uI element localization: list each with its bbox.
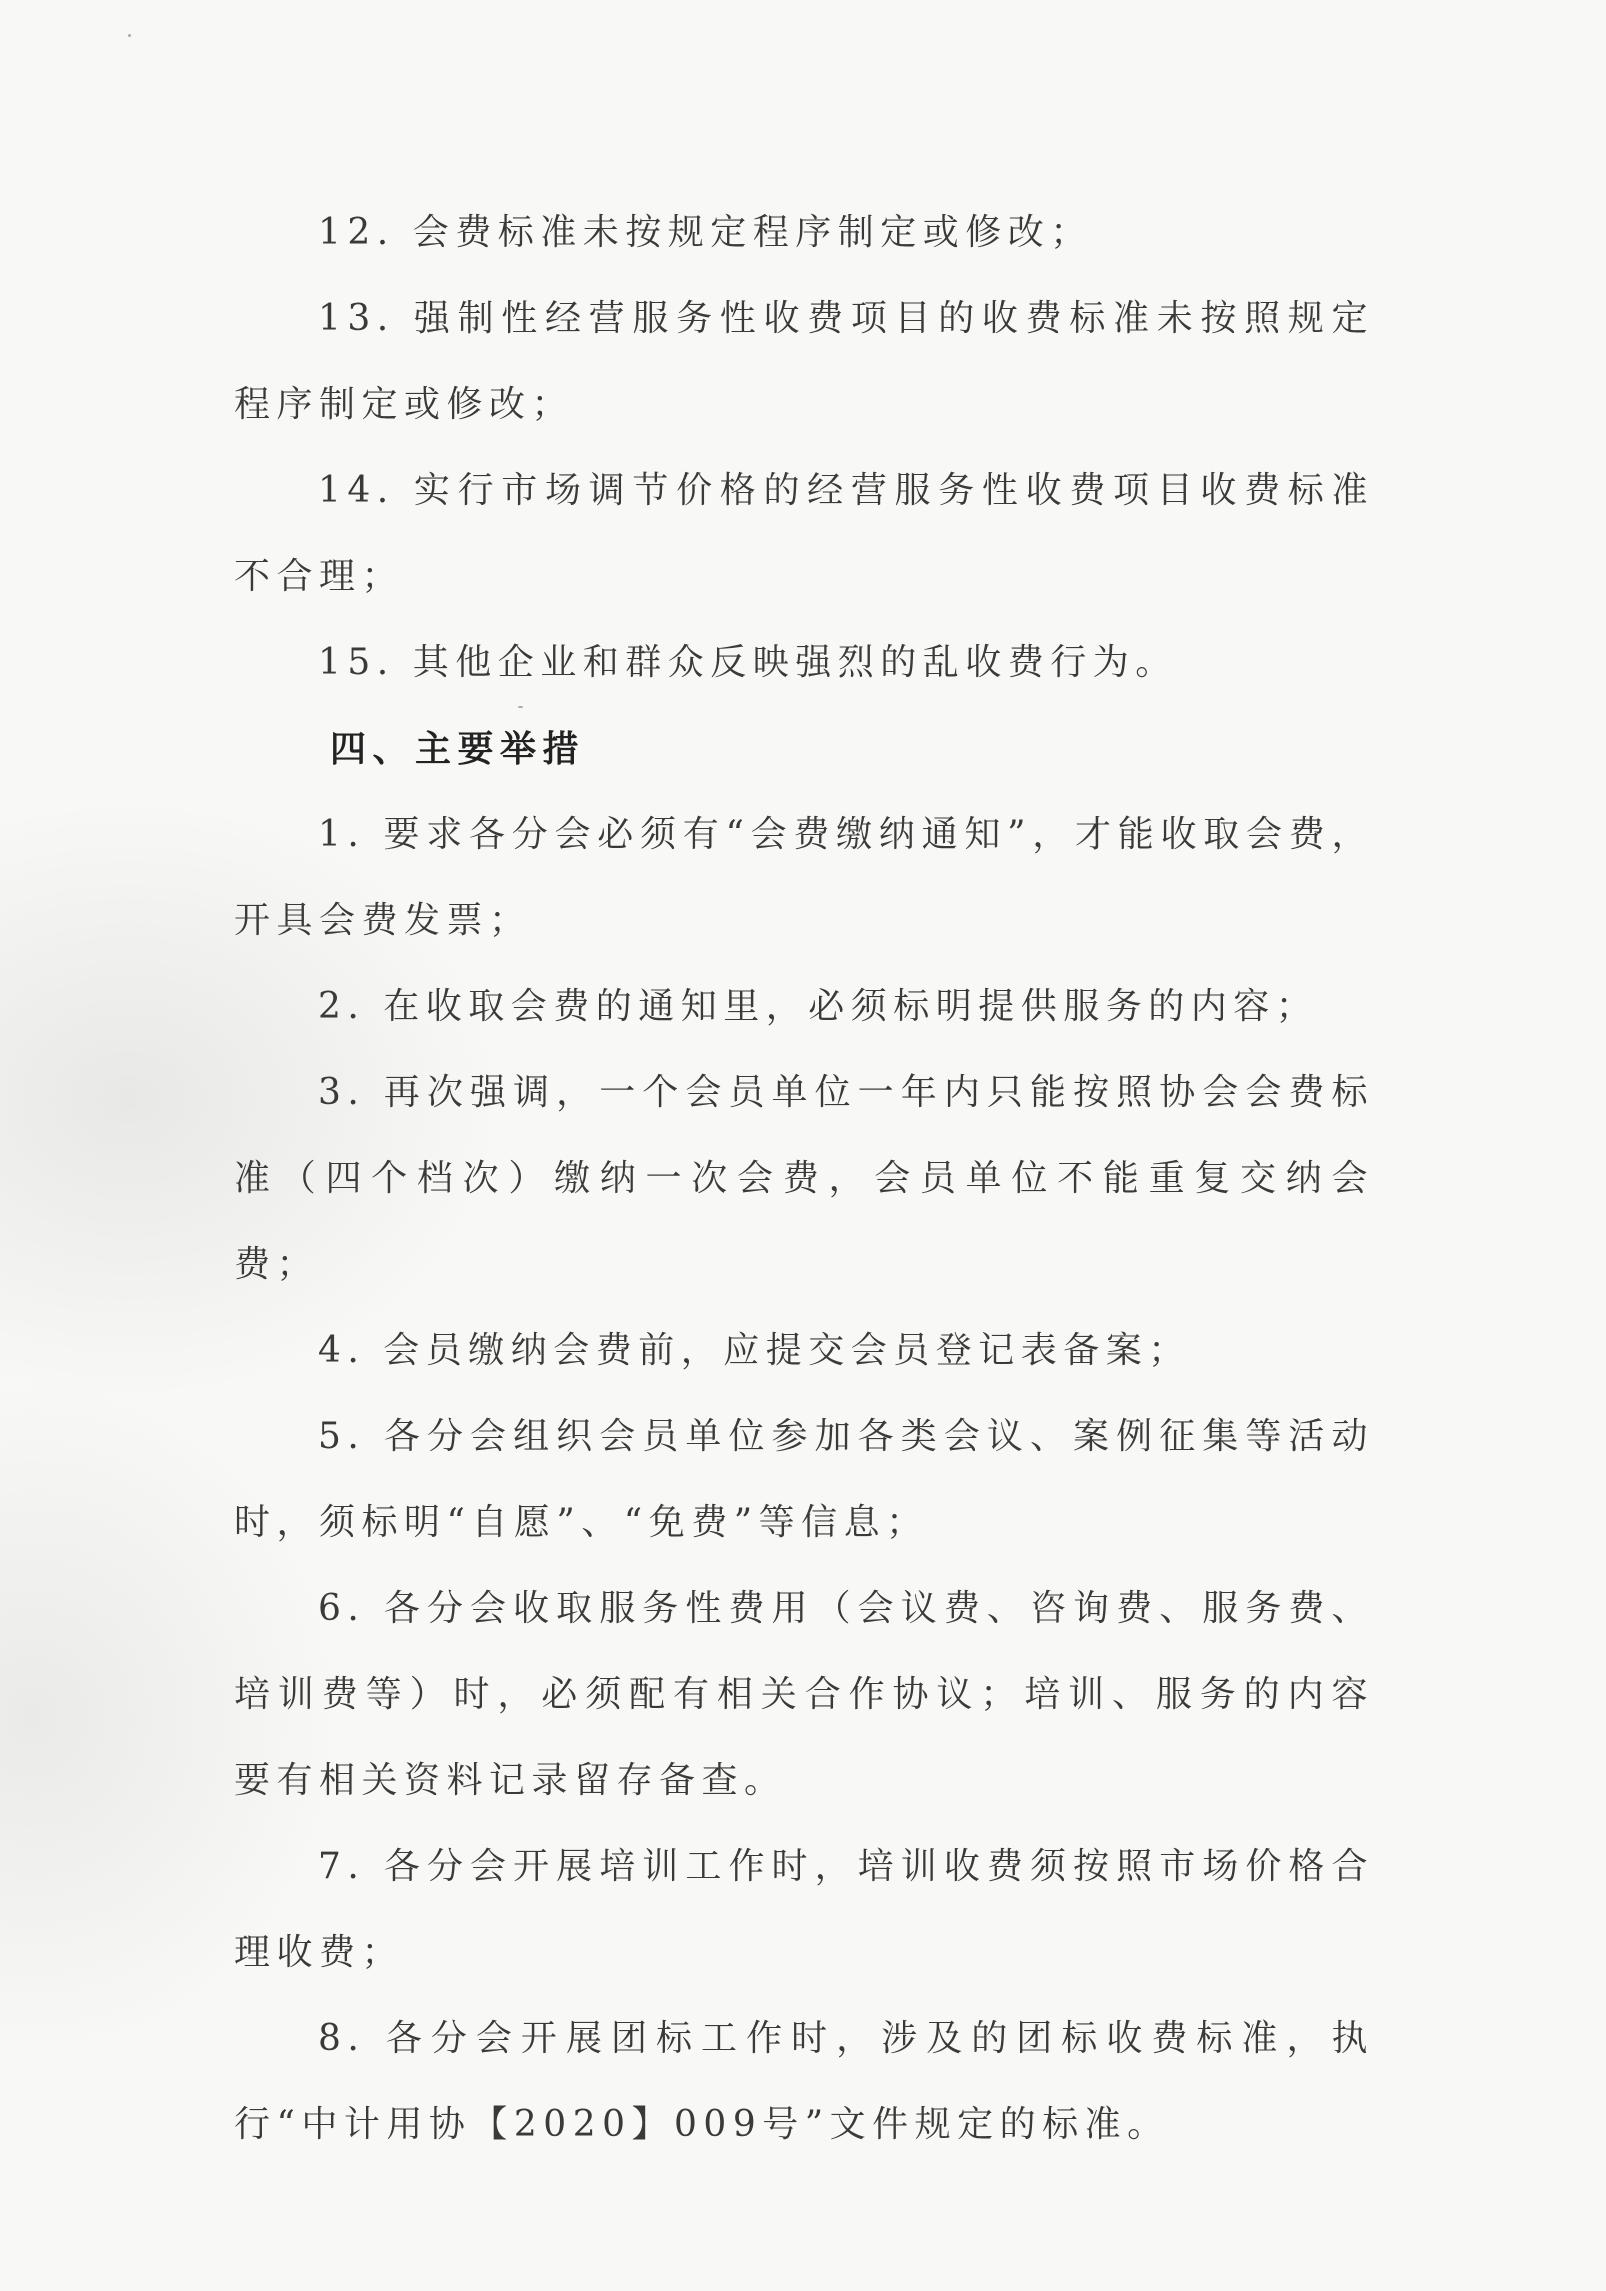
measure-8: 8. 各分会开展团标工作时，涉及的团标收费标准，执行“中计用协【2020】009号”文件规定的标准。	[234, 2018, 1374, 2145]
measure-5: 5. 各分会组织会员单位参加各类会议、案例征集等活动时，须标明“自愿”、“免费”等信息；	[234, 1416, 1374, 1543]
item-14: 14. 实行市场调节价格的经营服务性收费项目收费标准不合理；	[234, 470, 1374, 597]
item-13: 13. 强制性经营服务性收费项目的收费标准未按照规定程序制定或修改；	[234, 298, 1374, 425]
item-12: 12. 会费标准未按规定程序制定或修改；	[318, 212, 1093, 253]
measure-7: 7. 各分会开展培训工作时，培训收费须按照市场价格合理收费；	[234, 1846, 1374, 1973]
measure-4: 4. 会员缴纳会费前，应提交会员登记表备案；	[318, 1330, 1191, 1371]
scan-speck	[128, 34, 131, 37]
item-15: 15. 其他企业和群众反映强烈的乱收费行为。	[318, 642, 1178, 683]
document-body	[234, 190, 1374, 2168]
measure-3: 3. 再次强调，一个会员单位一年内只能按照协会会费标准（四个档次）缴纳一次会费，会员单位不能重复交纳会费；	[234, 1072, 1374, 1285]
measure-1: 1. 要求各分会必须有“会费缴纳通知”，才能收取会费，开具会费发票；	[234, 814, 1374, 941]
section-heading: 四、主要举措	[330, 728, 586, 770]
measure-2: 2. 在收取会费的通知里，必须标明提供服务的内容；	[318, 986, 1319, 1027]
measure-6: 6. 各分会收取服务性费用（会议费、咨询费、服务费、培训费等）时，必须配有相关合作协议；培训、服务的内容要有相关资料记录留存备查。	[234, 1588, 1374, 1801]
